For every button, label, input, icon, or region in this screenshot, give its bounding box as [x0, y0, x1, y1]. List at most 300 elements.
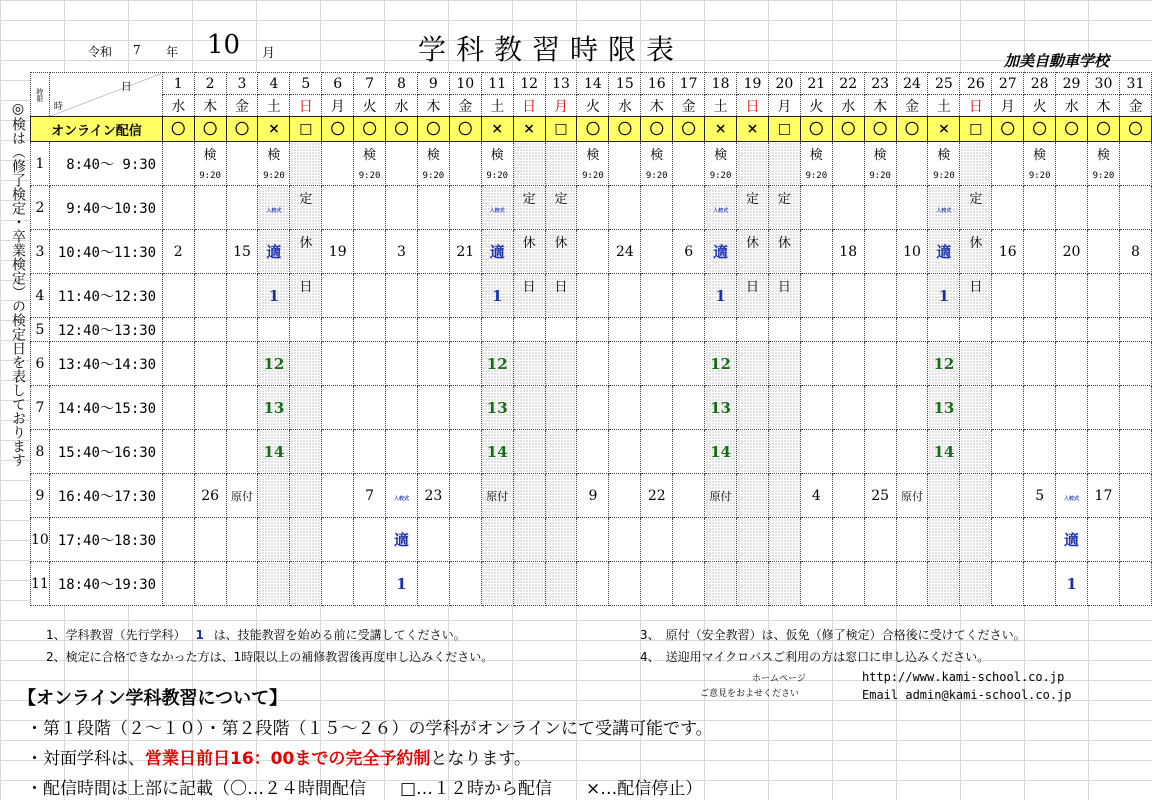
schedule-cell — [386, 274, 418, 318]
schedule-cell — [577, 230, 609, 274]
day-number: 19 — [737, 73, 769, 95]
kentei-mark: 検 — [873, 148, 887, 163]
first-lesson-mark: 1 — [491, 286, 503, 305]
schedule-cell — [1119, 230, 1151, 274]
schedule-cell — [1024, 186, 1056, 230]
schedule-cell — [194, 386, 226, 430]
schedule-cell — [705, 142, 737, 186]
schedule-cell — [290, 562, 322, 606]
day-number: 20 — [768, 73, 800, 95]
course-number: 8 — [1131, 243, 1140, 260]
schedule-cell — [545, 518, 577, 562]
day-number: 18 — [705, 73, 737, 95]
schedule-cell — [609, 230, 641, 274]
schedule-cell — [226, 430, 258, 474]
schedule-cell — [928, 230, 960, 274]
schedule-cell — [896, 142, 928, 186]
online-status: 〇 — [864, 117, 896, 142]
day-number: 2 — [194, 73, 226, 95]
schedule-cell — [162, 342, 194, 386]
schedule-cell — [162, 474, 194, 518]
note-1-number: 1 — [195, 628, 204, 642]
schedule-cell — [800, 142, 832, 186]
schedule-cell — [832, 274, 864, 318]
schedule-cell — [226, 230, 258, 274]
period-time: 14:40～15:30 — [49, 386, 162, 430]
schedule-cell — [1119, 386, 1151, 430]
period-index: 11 — [31, 562, 50, 606]
schedule-cell — [226, 318, 258, 342]
day-number: 25 — [928, 73, 960, 95]
schedule-cell — [386, 342, 418, 386]
day-number: 12 — [513, 73, 545, 95]
schedule-cell — [992, 186, 1024, 230]
schedule-cell — [705, 318, 737, 342]
online-info-line-2-highlight: 営業日前日16：00までの完全予約制 — [145, 749, 431, 769]
corner-header — [49, 73, 162, 117]
schedule-cell — [162, 274, 194, 318]
kentei-mark: 検 — [1096, 148, 1110, 163]
kentei-mark: 検 — [809, 148, 823, 163]
weekday: 日 — [960, 95, 992, 117]
teikyu-mark: 日 — [969, 280, 983, 295]
schedule-cell — [800, 518, 832, 562]
schedule-cell — [1119, 474, 1151, 518]
schedule-cell — [800, 562, 832, 606]
schedule-cell — [705, 186, 737, 230]
schedule-cell — [992, 386, 1024, 430]
weekday: 木 — [417, 95, 449, 117]
schedule-cell — [705, 430, 737, 474]
day-number: 13 — [545, 73, 577, 95]
schedule-cell — [992, 562, 1024, 606]
lesson-14: 14 — [263, 442, 285, 461]
day-number: 26 — [960, 73, 992, 95]
day-number: 10 — [449, 73, 481, 95]
online-status: × — [513, 117, 545, 142]
schedule-cell — [258, 386, 290, 430]
schedule-cell — [864, 274, 896, 318]
schedule-cell — [1024, 230, 1056, 274]
schedule-cell — [673, 386, 705, 430]
schedule-cell — [928, 342, 960, 386]
course-number: 17 — [1094, 487, 1113, 504]
opinion-label: ご意見をおよせください — [700, 689, 800, 699]
schedule-cell — [194, 430, 226, 474]
online-status: 〇 — [609, 117, 641, 142]
schedule-cell — [992, 430, 1024, 474]
schedule-cell — [641, 430, 673, 474]
gentsuki-mark: 原付 — [709, 489, 732, 503]
period-index: 8 — [31, 430, 50, 474]
schedule-cell — [992, 230, 1024, 274]
gentsuki-mark: 原付 — [901, 489, 924, 503]
schedule-cell — [673, 430, 705, 474]
course-number: 9 — [588, 487, 598, 504]
teikyu-mark: 定 — [299, 192, 313, 207]
period-row — [31, 142, 1152, 186]
schedule-cell — [928, 142, 960, 186]
schedule-cell — [417, 474, 449, 518]
schedule-cell — [449, 274, 481, 318]
online-status: 〇 — [386, 117, 418, 142]
schedule-cell — [194, 274, 226, 318]
schedule-cell — [1088, 318, 1120, 342]
schedule-cell — [800, 318, 832, 342]
schedule-cell — [1088, 386, 1120, 430]
homepage-link[interactable]: http://www.kami-school.co.jp — [862, 670, 1065, 684]
schedule-cell — [864, 342, 896, 386]
teikyu-mark: 休 — [969, 236, 983, 251]
teikyu-mark: 定 — [969, 192, 983, 207]
teikyu-mark: 日 — [745, 280, 759, 295]
schedule-cell — [1088, 142, 1120, 186]
schedule-cell — [896, 386, 928, 430]
schedule-cell — [386, 142, 418, 186]
schedule-cell — [162, 230, 194, 274]
schedule-cell — [449, 386, 481, 430]
schedule-cell — [800, 342, 832, 386]
course-number: 21 — [456, 243, 475, 260]
teikyu-mark: 定 — [777, 192, 791, 207]
schedule-cell — [1119, 562, 1151, 606]
schedule-cell — [481, 142, 513, 186]
schedule-cell — [609, 518, 641, 562]
weekday: 木 — [641, 95, 673, 117]
schedule-cell — [832, 386, 864, 430]
schedule-cell — [1088, 230, 1120, 274]
schedule-cell — [1088, 274, 1120, 318]
schedule-cell — [960, 342, 992, 386]
schedule-cell — [545, 386, 577, 430]
schedule-cell — [258, 518, 290, 562]
kentei-time: 9:20 — [805, 171, 828, 181]
schedule-cell — [417, 230, 449, 274]
schedule-cell — [960, 274, 992, 318]
schedule-cell — [737, 186, 769, 230]
lesson-14: 14 — [710, 442, 731, 461]
day-number: 28 — [1024, 73, 1056, 95]
kentei-time: 9:20 — [869, 171, 891, 181]
schedule-cell — [577, 518, 609, 562]
period-row — [31, 518, 1152, 562]
schedule-cell — [194, 518, 226, 562]
weekday: 水 — [609, 95, 641, 117]
era-label: 令和 — [88, 45, 113, 59]
schedule-cell — [162, 386, 194, 430]
kentei-time: 9:20 — [1028, 171, 1051, 181]
schedule-cell — [322, 186, 354, 230]
period-time: 17:40～18:30 — [49, 518, 162, 562]
schedule-cell — [449, 230, 481, 274]
weekday: 土 — [705, 95, 737, 117]
schedule-cell — [768, 318, 800, 342]
teki-mark: 適 — [1064, 531, 1080, 549]
schedule-cell — [1119, 518, 1151, 562]
schedule-cell — [513, 474, 545, 518]
schedule-cell — [386, 518, 418, 562]
schedule-cell — [928, 318, 960, 342]
first-lesson-mark: 1 — [938, 286, 950, 305]
schedule-cell — [545, 562, 577, 606]
schedule-cell — [417, 518, 449, 562]
schedule-cell — [354, 318, 386, 342]
weekday: 金 — [673, 95, 705, 117]
schedule-cell — [226, 142, 258, 186]
online-info-line-1: ・第１段階（２～１０）・第２段階（１５～２６）の学科がオンラインにて受講可能です。 — [26, 719, 713, 739]
schedule-cell — [386, 386, 418, 430]
schedule-cell — [705, 562, 737, 606]
nyuko-mark: 入校式 — [936, 207, 952, 214]
course-number: 15 — [233, 243, 251, 260]
course-number: 6 — [684, 243, 694, 260]
period-time: 12:40～13:30 — [49, 318, 162, 342]
schedule-cell — [928, 562, 960, 606]
period-index: 2 — [31, 186, 50, 230]
schedule-cell — [290, 430, 322, 474]
schedule-cell — [513, 142, 545, 186]
schedule-cell — [162, 430, 194, 474]
schedule-cell — [322, 318, 354, 342]
weekday: 金 — [1119, 95, 1151, 117]
schedule-cell — [1119, 186, 1151, 230]
schedule-cell — [832, 142, 864, 186]
schedule-cell — [673, 186, 705, 230]
teikyu-mark: 休 — [554, 236, 568, 251]
schedule-cell — [896, 186, 928, 230]
email-address[interactable]: Email admin@kami-school.co.jp — [862, 688, 1072, 702]
schedule-cell — [673, 474, 705, 518]
schedule-cell — [417, 562, 449, 606]
day-number: 7 — [354, 73, 386, 95]
schedule-cell — [290, 230, 322, 274]
weekday: 木 — [1088, 95, 1120, 117]
schedule-cell — [290, 142, 322, 186]
schedule-cell — [960, 318, 992, 342]
online-status: □ — [545, 117, 577, 142]
schedule-cell — [258, 562, 290, 606]
schedule-cell — [768, 274, 800, 318]
weekday: 月 — [768, 95, 800, 117]
schedule-cell — [545, 186, 577, 230]
period-index: 7 — [31, 386, 50, 430]
weekday: 土 — [481, 95, 513, 117]
kentei-time: 9:20 — [582, 171, 604, 181]
schedule-cell — [1024, 562, 1056, 606]
period-index: 9 — [31, 474, 50, 518]
schedule-cell — [322, 430, 354, 474]
period-row — [31, 562, 1152, 606]
schedule-cell — [864, 230, 896, 274]
schedule-cell — [896, 474, 928, 518]
kentei-time: 9:20 — [358, 171, 381, 181]
schedule-cell — [194, 474, 226, 518]
online-status: 〇 — [896, 117, 928, 142]
schedule-cell — [800, 274, 832, 318]
schedule-cell — [386, 474, 418, 518]
schedule-cell — [1088, 186, 1120, 230]
schedule-cell — [322, 474, 354, 518]
schedule-cell — [832, 186, 864, 230]
schedule-cell — [896, 430, 928, 474]
kentei-mark: 検 — [1033, 148, 1047, 163]
schedule-cell — [609, 186, 641, 230]
schedule-cell — [1056, 430, 1088, 474]
schedule-cell — [768, 474, 800, 518]
online-status: 〇 — [641, 117, 673, 142]
schedule-cell — [673, 342, 705, 386]
schedule-cell — [162, 318, 194, 342]
schedule-cell — [800, 474, 832, 518]
schedule-cell — [449, 142, 481, 186]
note-2: 2、検定に合格できなかった方は、1時限以上の補修教習後再度申し込みください。 — [46, 650, 494, 664]
schedule-cell — [577, 474, 609, 518]
online-status: 〇 — [832, 117, 864, 142]
online-status: 〇 — [162, 117, 194, 142]
teki-mark: 適 — [936, 243, 952, 261]
course-number: 19 — [328, 243, 347, 260]
schedule-cell — [641, 274, 673, 318]
schedule-cell — [768, 342, 800, 386]
weekday: 水 — [832, 95, 864, 117]
day-number: 4 — [258, 73, 290, 95]
online-info-line-2-c: となります。 — [430, 749, 531, 769]
period-row — [31, 474, 1152, 518]
schedule-cell — [800, 230, 832, 274]
day-number: 9 — [417, 73, 449, 95]
schedule-cell — [641, 342, 673, 386]
schedule-cell — [513, 274, 545, 318]
online-status: 〇 — [1088, 117, 1120, 142]
teki-mark: 適 — [393, 531, 409, 549]
day-number: 15 — [609, 73, 641, 95]
schedule-cell — [1024, 274, 1056, 318]
kentei-mark: 検 — [363, 148, 377, 163]
schedule-cell — [1056, 230, 1088, 274]
day-number: 27 — [992, 73, 1024, 95]
schedule-cell — [737, 318, 769, 342]
course-number: 7 — [365, 487, 375, 504]
schedule-cell — [577, 142, 609, 186]
year-value: 7 — [133, 43, 141, 57]
schedule-cell — [354, 386, 386, 430]
kentei-time: 9:20 — [645, 171, 668, 181]
schedule-cell — [354, 186, 386, 230]
corner-jigen: 時限 — [31, 73, 50, 117]
weekday: 火 — [577, 95, 609, 117]
period-row — [31, 430, 1152, 474]
schedule-cell — [1056, 474, 1088, 518]
lesson-12: 12 — [263, 354, 285, 373]
schedule-cell — [832, 318, 864, 342]
weekday: 土 — [258, 95, 290, 117]
teikyu-mark: 日 — [777, 280, 791, 295]
note-1-text-a: 1、学科教習（先行学科） — [46, 628, 186, 642]
kentei-time: 9:20 — [486, 171, 509, 181]
period-index: 5 — [31, 318, 50, 342]
teikyu-mark: 休 — [522, 236, 536, 251]
weekday: 日 — [513, 95, 545, 117]
schedule-cell — [609, 142, 641, 186]
schedule-cell — [417, 142, 449, 186]
schedule-cell — [577, 318, 609, 342]
day-number: 3 — [226, 73, 258, 95]
schedule-cell — [481, 274, 513, 318]
nyuko-mark: 入校式 — [713, 207, 729, 214]
day-number: 17 — [673, 73, 705, 95]
schedule-cell — [545, 230, 577, 274]
schedule-cell — [258, 274, 290, 318]
schedule-cell — [577, 430, 609, 474]
first-lesson-mark: 1 — [715, 286, 726, 305]
period-row — [31, 230, 1152, 274]
day-number: 11 — [481, 73, 513, 95]
schedule-cell — [545, 430, 577, 474]
kentei-mark: 検 — [490, 148, 504, 163]
schedule-cell — [322, 342, 354, 386]
schedule-cell — [545, 274, 577, 318]
schedule-cell — [1056, 318, 1088, 342]
gentsuki-mark: 原付 — [231, 489, 254, 503]
period-time: 8:40～ 9:30 — [49, 142, 162, 186]
schedule-cell — [960, 474, 992, 518]
schedule-cell — [737, 342, 769, 386]
schedule-cell — [864, 318, 896, 342]
course-number: 16 — [998, 243, 1017, 260]
online-status: 〇 — [992, 117, 1024, 142]
note-1-text-b: は、技能教習を始める前に受講してください。 — [213, 628, 466, 642]
course-number: 5 — [1035, 487, 1045, 504]
lesson-13: 13 — [263, 398, 285, 417]
schedule-cell — [481, 386, 513, 430]
schedule-cell — [386, 318, 418, 342]
schedule-cell — [226, 342, 258, 386]
schedule-cell — [226, 518, 258, 562]
schedule-cell — [928, 474, 960, 518]
schedule-cell — [832, 474, 864, 518]
schedule-cell — [386, 230, 418, 274]
nyuko-mark: 入校式 — [489, 207, 505, 214]
schedule-cell — [609, 386, 641, 430]
schedule-cell — [992, 274, 1024, 318]
schedule-cell — [641, 562, 673, 606]
teikyu-mark: 定 — [522, 192, 536, 207]
schedule-cell — [896, 230, 928, 274]
vertical-note: ◎検は（修了検定・卒業検定）の検定日を表しております — [10, 101, 26, 467]
online-status: □ — [290, 117, 322, 142]
weekday: 水 — [162, 95, 194, 117]
kentei-mark: 検 — [650, 148, 664, 163]
online-status: × — [737, 117, 769, 142]
period-time: 11:40～12:30 — [49, 274, 162, 318]
teki-mark: 適 — [713, 243, 729, 261]
online-status: × — [481, 117, 513, 142]
online-info-line-3: ・配信時間は上部に記載（〇…２４時間配信 □…１２時から配信 ×…配信停止） — [26, 779, 703, 799]
period-time: 13:40～14:30 — [49, 342, 162, 386]
schedule-cell — [737, 230, 769, 274]
lesson-14: 14 — [933, 442, 955, 461]
teki-mark: 適 — [266, 243, 282, 261]
schedule-cell — [768, 430, 800, 474]
schedule-cell — [1088, 474, 1120, 518]
schedule-cell — [1056, 274, 1088, 318]
schedule-cell — [609, 342, 641, 386]
schedule-cell — [290, 518, 322, 562]
schedule-cell — [737, 518, 769, 562]
schedule-cell — [449, 518, 481, 562]
schedule-cell — [513, 342, 545, 386]
day-number: 16 — [641, 73, 673, 95]
